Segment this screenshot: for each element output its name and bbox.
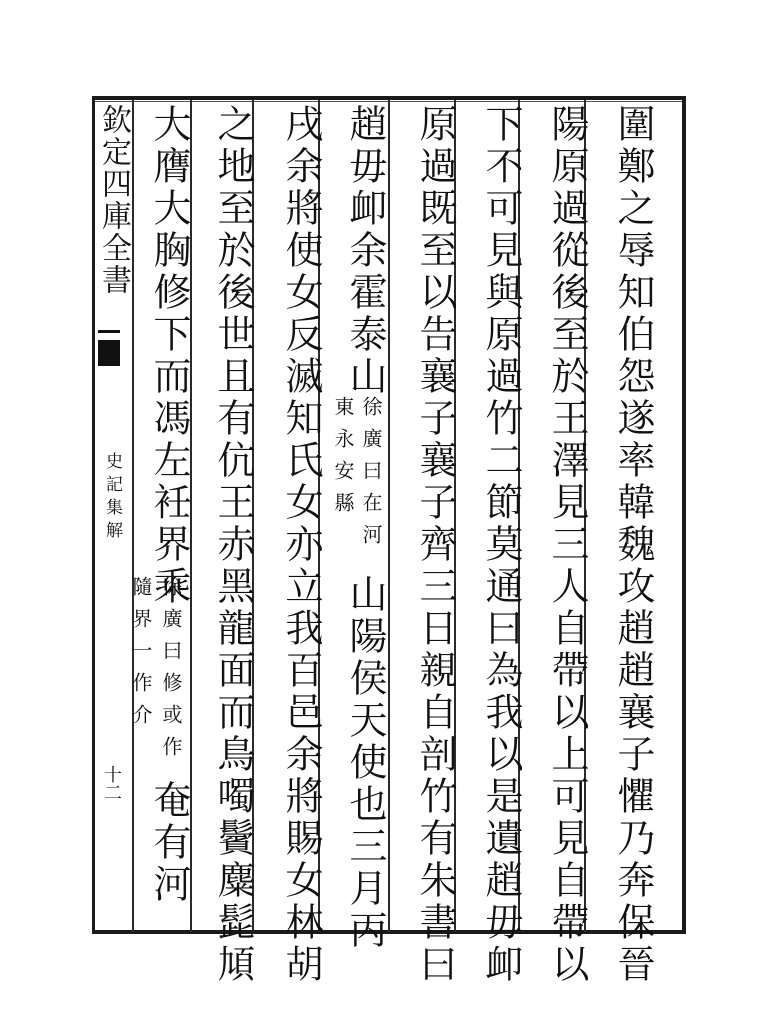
- inline-note: 徐廣曰修或作: [159, 576, 183, 768]
- text-column-8: 大膺大胸修下而馮左衽界乘: [147, 104, 191, 608]
- column-rule: [132, 100, 134, 932]
- margin-book-name: 史記集解: [102, 452, 122, 544]
- text-column-8-continued: 奄有河: [147, 780, 191, 906]
- frame-right-border: [682, 96, 686, 934]
- inline-note: 東永安縣: [331, 396, 355, 524]
- frame-left-border: [92, 96, 95, 934]
- inline-note: 隨界一作介: [129, 576, 153, 736]
- text-column-4: 原過既至以告襄子襄子齊三日親自剖竹有朱書曰: [413, 104, 457, 986]
- text-column-7: 之地至於後世且有伉王赤黑龍面而鳥噣鬢麋髭頄: [211, 104, 255, 986]
- text-column-2: 陽原過從後至於王澤見三人自帶以上可見自帶以: [545, 104, 589, 986]
- page-number: 十二: [101, 765, 122, 801]
- text-column-1: 圍鄭之辱知伯怨遂率韓魏攻趙趙襄子懼乃奔保晉: [611, 104, 655, 986]
- text-column-5-continued: 山陽侯天使也三月丙: [343, 574, 387, 952]
- text-column-6: 戌余將使女反滅知氏女亦立我百邑余將賜女林胡: [279, 104, 323, 986]
- text-column-3: 下不可見與原過竹二節莫通曰為我以是遺趙毋卹: [479, 104, 523, 986]
- text-column-5: 趙毋卹余霍泰山: [343, 104, 387, 398]
- inline-note: 徐廣曰在河: [359, 396, 383, 556]
- fishtail-mark: [98, 340, 120, 366]
- margin-title: 欽定四庫全書: [96, 104, 131, 296]
- fishtail-rule: [98, 330, 120, 333]
